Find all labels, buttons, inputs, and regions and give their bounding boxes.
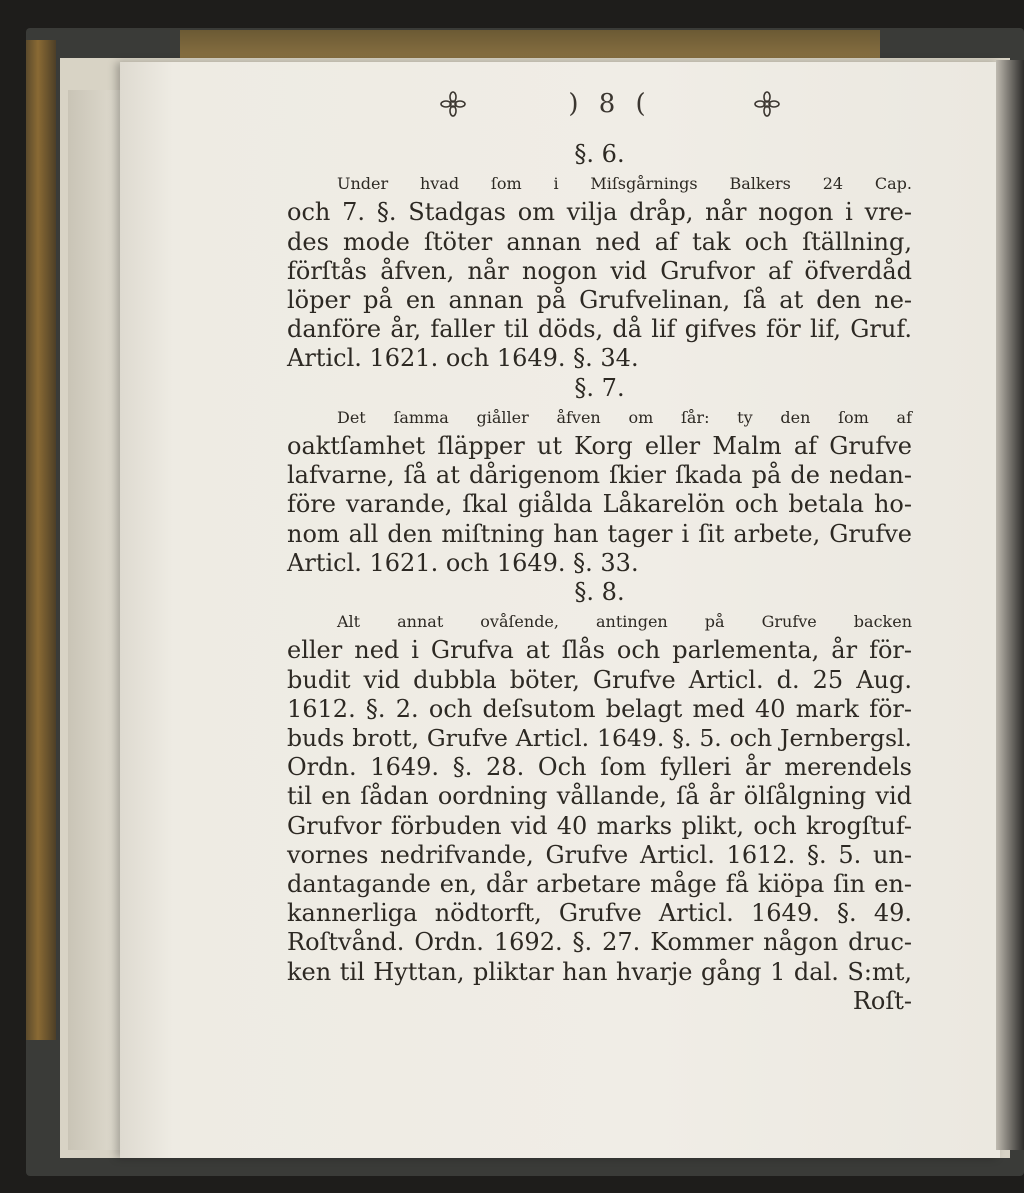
text-line: före varande, ſkal giålda Låkarelön och betala ho-: [287, 490, 912, 519]
text-line: Roſtvånd. Ordn. 1692. §. 27. Kommer någon druc-: [287, 928, 912, 957]
text-line: Ordn. 1649. §. 28. Och ſom fylleri år merendels: [287, 753, 912, 782]
section-heading: §. 7.: [574, 373, 625, 402]
text-line: Articl. 1621. och 1649. §. 34.: [287, 344, 639, 373]
text-line: lafvarne, ſå at dårigenom ſkier ſkada på de nedan-: [287, 461, 912, 490]
text-line: Alt annat ovåſende, antingen på Grufve backen: [337, 612, 912, 632]
text-line: oaktſamhet ſläpper ut Korg eller Malm af Grufve: [287, 432, 912, 461]
page-header: [440, 84, 780, 124]
text-line: och 7. §. Stadgas om vilja dråp, når nogon i vre-: [287, 198, 912, 227]
page-body: [287, 140, 912, 1016]
text-line: buds brott, Grufve Articl. 1649. §. 5. och Jernbergsl.: [287, 724, 912, 753]
text-line: löper på en annan på Grufvelinan, ſå at den ne-: [287, 286, 912, 315]
text-line: nom all den miſtning han tager i ſit arbete, Grufve: [287, 519, 912, 548]
section-heading: §. 8.: [574, 578, 625, 607]
text-line: kannerliga nödtorft, Grufve Articl. 1649. §. 49.: [287, 899, 912, 928]
catchword: Roſt-: [852, 986, 912, 1015]
paragraph: [287, 169, 912, 373]
page-edge-shadow: [996, 60, 1024, 1150]
text-line: dantagande en, dår arbetare måge få kiöpa ſin en-: [287, 870, 912, 899]
text-line: til en ſådan oordning vållande, ſå år ölſålgning vid: [287, 782, 912, 811]
text-line: budit vid dubbla böter, Grufve Articl. d. 25 Aug.: [287, 665, 912, 694]
page-number: ) 8 (: [568, 89, 652, 119]
flower-ornament-icon: [440, 91, 466, 117]
text-line: Det ſamma giåller åfven om ſår: ty den ſom af: [337, 407, 912, 427]
text-line: ken til Hyttan, pliktar han hvarje gång 1 dal. S:mt,: [287, 957, 912, 986]
text-line: danföre år, faller til döds, då lif gifves för lif, Gruf.: [287, 315, 912, 344]
text-line: eller ned i Grufva at ſlås och parlementa, år för-: [287, 636, 912, 665]
text-line: Grufvor förbuden vid 40 marks plikt, och krogſtuf-: [287, 811, 912, 840]
text-line: des mode ſtöter annan ned af tak och ſtällning,: [287, 227, 912, 256]
text-line: förſtås åfven, når nogon vid Grufvor af öfverdåd: [287, 256, 912, 285]
section-heading: §. 6.: [574, 140, 625, 168]
cover-spine-edge: [26, 40, 56, 1040]
previous-pages: [68, 90, 128, 1150]
flower-ornament-icon: [754, 91, 780, 117]
text-line: vornes nedrifvande, Grufve Articl. 1612. §. 5. un-: [287, 840, 912, 869]
text-line: Under hvad ſom i Miſsgårnings Balkers 24 Cap.: [337, 174, 912, 194]
paragraph: [287, 403, 912, 578]
text-line: 1612. §. 2. och deſsutom belagt med 40 mark för-: [287, 694, 912, 723]
paragraph: [287, 607, 912, 987]
text-line: Articl. 1621. och 1649. §. 33.: [287, 548, 639, 577]
